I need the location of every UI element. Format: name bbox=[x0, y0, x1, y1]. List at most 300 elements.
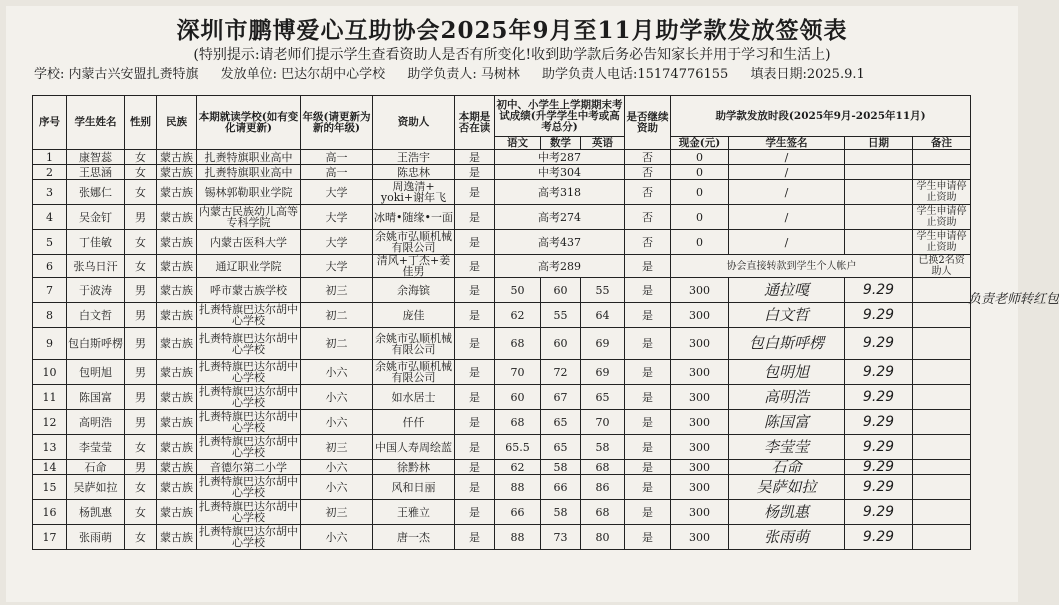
cell-chinese: 60 bbox=[495, 385, 541, 410]
cell-enrolled: 是 bbox=[455, 460, 495, 475]
cell-continue: 是 bbox=[625, 500, 671, 525]
cell-cash: 0 bbox=[671, 230, 729, 255]
cell-cash: 300 bbox=[671, 278, 729, 303]
cell-gender: 男 bbox=[125, 278, 157, 303]
cell-school: 扎赉特旗巴达尔胡中心学校 bbox=[197, 500, 301, 525]
cell-no: 15 bbox=[33, 475, 67, 500]
cell-date bbox=[845, 150, 913, 165]
cell-no: 12 bbox=[33, 410, 67, 435]
table-row bbox=[33, 205, 971, 230]
cell-sponsor: 余姚市弘顺机械有限公司 bbox=[373, 230, 455, 255]
cell-continue: 是 bbox=[625, 525, 671, 550]
cell-name: 于波涛 bbox=[67, 278, 125, 303]
cell-name: 李莹莹 bbox=[67, 435, 125, 460]
cell-cash: 300 bbox=[671, 410, 729, 435]
sign-table bbox=[32, 95, 971, 550]
cell-gender: 男 bbox=[125, 460, 157, 475]
cell-continue: 是 bbox=[625, 303, 671, 328]
meta-leader: 助学负责人: 马树林 bbox=[407, 67, 520, 82]
cell-math: 65 bbox=[541, 410, 581, 435]
cell-continue: 是 bbox=[625, 385, 671, 410]
cell-sponsor: 冰晴•随缘•一面 bbox=[373, 205, 455, 230]
cell-no: 13 bbox=[33, 435, 67, 460]
table-row bbox=[33, 525, 971, 550]
cell-sponsor: 清风+丁杰+姜佳男 bbox=[373, 255, 455, 278]
cell-signature: 李莹莹 bbox=[729, 435, 845, 460]
header-school: 本期就读学校(如有变化请更新) bbox=[197, 96, 301, 150]
table-row bbox=[33, 165, 971, 180]
cell-enrolled: 是 bbox=[455, 410, 495, 435]
form-title: 深圳市鹏博爱心互助协会2025年9月至11月助学款发放签领表 bbox=[176, 17, 848, 44]
cell-remark bbox=[913, 165, 971, 180]
cell-name: 丁佳敏 bbox=[67, 230, 125, 255]
cell-remark bbox=[913, 385, 971, 410]
cell-math: 72 bbox=[541, 360, 581, 385]
cell-cash: 0 bbox=[671, 205, 729, 230]
cell-remark bbox=[913, 410, 971, 435]
cell-continue: 否 bbox=[625, 150, 671, 165]
table-row bbox=[33, 385, 971, 410]
cell-math: 58 bbox=[541, 460, 581, 475]
cell-cash: 协会直接转款到学生个人帐户 bbox=[671, 255, 913, 278]
cell-chinese: 70 bbox=[495, 360, 541, 385]
cell-sponsor: 王浩宇 bbox=[373, 150, 455, 165]
cell-grade: 大学 bbox=[301, 180, 373, 205]
cell-english: 69 bbox=[581, 328, 625, 360]
header-gender: 性别 bbox=[125, 96, 157, 150]
cell-remark bbox=[913, 303, 971, 328]
cell-enrolled: 是 bbox=[455, 205, 495, 230]
cell-no: 3 bbox=[33, 180, 67, 205]
header-english: 英语 bbox=[581, 137, 625, 150]
header-signature: 学生签名 bbox=[729, 137, 845, 150]
cell-date: 9.29 bbox=[845, 410, 913, 435]
cell-date: 9.29 bbox=[845, 435, 913, 460]
cell-remark bbox=[913, 435, 971, 460]
cell-continue: 否 bbox=[625, 180, 671, 205]
cell-math: 66 bbox=[541, 475, 581, 500]
cell-grade: 初三 bbox=[301, 278, 373, 303]
cell-gender: 女 bbox=[125, 500, 157, 525]
meta-phone: 助学负责人电话:15174776155 bbox=[541, 67, 729, 82]
cell-signature: 通拉嘎 bbox=[729, 278, 845, 303]
cell-sponsor: 陈忠林 bbox=[373, 165, 455, 180]
cell-enrolled: 是 bbox=[455, 230, 495, 255]
cell-name: 白文哲 bbox=[67, 303, 125, 328]
cell-math: 58 bbox=[541, 500, 581, 525]
cell-name: 包白斯呼楞 bbox=[67, 328, 125, 360]
cell-continue: 否 bbox=[625, 165, 671, 180]
cell-continue: 是 bbox=[625, 410, 671, 435]
cell-gender: 女 bbox=[125, 435, 157, 460]
cell-continue: 否 bbox=[625, 230, 671, 255]
cell-english: 86 bbox=[581, 475, 625, 500]
cell-date bbox=[845, 205, 913, 230]
table-row bbox=[33, 500, 971, 525]
cell-ethnic: 蒙古族 bbox=[157, 328, 197, 360]
cell-sponsor: 如水居士 bbox=[373, 385, 455, 410]
cell-remark: 学生申请停止资助 bbox=[913, 230, 971, 255]
cell-english: 68 bbox=[581, 460, 625, 475]
cell-score: 高考289 bbox=[495, 255, 625, 278]
cell-no: 8 bbox=[33, 303, 67, 328]
cell-signature: 包白斯呼楞 bbox=[729, 328, 845, 360]
cell-date bbox=[845, 165, 913, 180]
cell-chinese: 68 bbox=[495, 410, 541, 435]
cell-cash: 300 bbox=[671, 460, 729, 475]
cell-grade: 小六 bbox=[301, 475, 373, 500]
cell-signature: 陈国富 bbox=[729, 410, 845, 435]
cell-signature: 吴萨如拉 bbox=[729, 475, 845, 500]
cell-cash: 300 bbox=[671, 303, 729, 328]
cell-school: 扎赉特旗巴达尔胡中心学校 bbox=[197, 328, 301, 360]
cell-cash: 300 bbox=[671, 328, 729, 360]
cell-enrolled: 是 bbox=[455, 475, 495, 500]
table-row bbox=[33, 230, 971, 255]
cell-ethnic: 蒙古族 bbox=[157, 205, 197, 230]
cell-cash: 0 bbox=[671, 180, 729, 205]
cell-ethnic: 蒙古族 bbox=[157, 435, 197, 460]
cell-ethnic: 蒙古族 bbox=[157, 360, 197, 385]
cell-signature: 包明旭 bbox=[729, 360, 845, 385]
cell-continue: 是 bbox=[625, 255, 671, 278]
cell-continue: 是 bbox=[625, 435, 671, 460]
cell-school: 扎赉特旗巴达尔胡中心学校 bbox=[197, 435, 301, 460]
cell-name: 张雨萌 bbox=[67, 525, 125, 550]
cell-score: 高考437 bbox=[495, 230, 625, 255]
cell-english: 68 bbox=[581, 500, 625, 525]
cell-ethnic: 蒙古族 bbox=[157, 475, 197, 500]
cell-enrolled: 是 bbox=[455, 360, 495, 385]
cell-chinese: 88 bbox=[495, 525, 541, 550]
cell-name: 杨凯惠 bbox=[67, 500, 125, 525]
cell-chinese: 65.5 bbox=[495, 435, 541, 460]
cell-enrolled: 是 bbox=[455, 150, 495, 165]
cell-ethnic: 蒙古族 bbox=[157, 525, 197, 550]
cell-school: 呼市蒙古族学校 bbox=[197, 278, 301, 303]
cell-chinese: 62 bbox=[495, 303, 541, 328]
cell-signature: 张雨萌 bbox=[729, 525, 845, 550]
cell-ethnic: 蒙古族 bbox=[157, 385, 197, 410]
cell-ethnic: 蒙古族 bbox=[157, 180, 197, 205]
cell-gender: 女 bbox=[125, 475, 157, 500]
cell-grade: 小六 bbox=[301, 410, 373, 435]
table-row bbox=[33, 303, 971, 328]
cell-gender: 女 bbox=[125, 525, 157, 550]
cell-ethnic: 蒙古族 bbox=[157, 303, 197, 328]
cell-gender: 女 bbox=[125, 230, 157, 255]
cell-score: 中考304 bbox=[495, 165, 625, 180]
cell-grade: 大学 bbox=[301, 230, 373, 255]
cell-no: 9 bbox=[33, 328, 67, 360]
cell-no: 1 bbox=[33, 150, 67, 165]
cell-enrolled: 是 bbox=[455, 525, 495, 550]
cell-remark bbox=[913, 150, 971, 165]
cell-date: 9.29 bbox=[845, 360, 913, 385]
cell-date: 9.29 bbox=[845, 500, 913, 525]
cell-school: 音德尔第二小学 bbox=[197, 460, 301, 475]
cell-gender: 男 bbox=[125, 385, 157, 410]
cell-date: 9.29 bbox=[845, 475, 913, 500]
cell-school: 扎赉特旗巴达尔胡中心学校 bbox=[197, 385, 301, 410]
cell-sponsor: 唐一杰 bbox=[373, 525, 455, 550]
meta-fill-date: 填表日期:2025.9.1 bbox=[750, 67, 865, 82]
cell-english: 80 bbox=[581, 525, 625, 550]
cell-sponsor: 周逸清+ yoki+谢年飞 bbox=[373, 180, 455, 205]
cell-no: 5 bbox=[33, 230, 67, 255]
cell-name: 吴金钉 bbox=[67, 205, 125, 230]
cell-continue: 是 bbox=[625, 328, 671, 360]
cell-ethnic: 蒙古族 bbox=[157, 230, 197, 255]
cell-school: 通辽职业学院 bbox=[197, 255, 301, 278]
cell-date: 9.29 bbox=[845, 385, 913, 410]
cell-ethnic: 蒙古族 bbox=[157, 150, 197, 165]
header-remark: 备注 bbox=[913, 137, 971, 150]
cell-cash: 0 bbox=[671, 165, 729, 180]
cell-score: 高考318 bbox=[495, 180, 625, 205]
cell-date: 9.29 bbox=[845, 525, 913, 550]
cell-sponsor: 仟仟 bbox=[373, 410, 455, 435]
cell-enrolled: 是 bbox=[455, 278, 495, 303]
cell-enrolled: 是 bbox=[455, 165, 495, 180]
header-continue: 是否继续资助 bbox=[625, 96, 671, 150]
cell-name: 康智蕊 bbox=[67, 150, 125, 165]
header-scores: 初中、小学生上学期期末考试成绩(升学学生中考或高考总分) bbox=[495, 96, 625, 137]
cell-remark bbox=[913, 525, 971, 550]
meta-unit: 发放单位: 巴达尔胡中心学校 bbox=[220, 67, 386, 82]
cell-english: 65 bbox=[581, 385, 625, 410]
header-date: 日期 bbox=[845, 137, 913, 150]
cell-name: 石命 bbox=[67, 460, 125, 475]
cell-gender: 女 bbox=[125, 180, 157, 205]
cell-continue: 是 bbox=[625, 278, 671, 303]
cell-enrolled: 是 bbox=[455, 500, 495, 525]
cell-grade: 初三 bbox=[301, 435, 373, 460]
cell-remark bbox=[913, 360, 971, 385]
cell-english: 64 bbox=[581, 303, 625, 328]
header-period: 助学款发放时段(2025年9月-2025年11月) bbox=[671, 96, 971, 137]
cell-no: 7 bbox=[33, 278, 67, 303]
form-sheet bbox=[6, 6, 1059, 602]
cell-enrolled: 是 bbox=[455, 180, 495, 205]
cell-signature: / bbox=[729, 230, 845, 255]
cell-math: 67 bbox=[541, 385, 581, 410]
cell-remark: 学生申请停止资助 bbox=[913, 180, 971, 205]
cell-ethnic: 蒙古族 bbox=[157, 500, 197, 525]
cell-name: 陈国富 bbox=[67, 385, 125, 410]
cell-score: 中考287 bbox=[495, 150, 625, 165]
cell-no: 6 bbox=[33, 255, 67, 278]
cell-remark: 已换2名资助人 bbox=[913, 255, 971, 278]
cell-grade: 初二 bbox=[301, 328, 373, 360]
cell-ethnic: 蒙古族 bbox=[157, 165, 197, 180]
cell-enrolled: 是 bbox=[455, 328, 495, 360]
cell-sponsor: 徐黔林 bbox=[373, 460, 455, 475]
header-grade: 年级(请更新为新的年级) bbox=[301, 96, 373, 150]
cell-no: 14 bbox=[33, 460, 67, 475]
cell-enrolled: 是 bbox=[455, 303, 495, 328]
table-row bbox=[33, 435, 971, 460]
cell-name: 张乌日汗 bbox=[67, 255, 125, 278]
cell-math: 60 bbox=[541, 328, 581, 360]
cell-sponsor: 中国人寿周绘蓝 bbox=[373, 435, 455, 460]
cell-gender: 男 bbox=[125, 360, 157, 385]
cell-signature: 高明浩 bbox=[729, 385, 845, 410]
cell-grade: 高一 bbox=[301, 150, 373, 165]
cell-name: 包明旭 bbox=[67, 360, 125, 385]
cell-date: 9.29 bbox=[845, 460, 913, 475]
cell-school: 扎赉特旗巴达尔胡中心学校 bbox=[197, 525, 301, 550]
form-meta bbox=[34, 63, 1014, 82]
cell-date: 9.29 bbox=[845, 278, 913, 303]
cell-ethnic: 蒙古族 bbox=[157, 460, 197, 475]
cell-school: 扎赉特旗巴达尔胡中心学校 bbox=[197, 303, 301, 328]
cell-gender: 男 bbox=[125, 303, 157, 328]
cell-grade: 高一 bbox=[301, 165, 373, 180]
table-row bbox=[33, 180, 971, 205]
cell-school: 扎赉特旗职业高中 bbox=[197, 165, 301, 180]
cell-grade: 大学 bbox=[301, 255, 373, 278]
header-math: 数学 bbox=[541, 137, 581, 150]
cell-gender: 男 bbox=[125, 205, 157, 230]
cell-cash: 300 bbox=[671, 525, 729, 550]
cell-sponsor: 王雅立 bbox=[373, 500, 455, 525]
cell-sponsor: 风和日丽 bbox=[373, 475, 455, 500]
cell-cash: 300 bbox=[671, 475, 729, 500]
cell-date bbox=[845, 180, 913, 205]
table-row bbox=[33, 328, 971, 360]
cell-ethnic: 蒙古族 bbox=[157, 410, 197, 435]
cell-math: 73 bbox=[541, 525, 581, 550]
cell-cash: 300 bbox=[671, 500, 729, 525]
cell-chinese: 68 bbox=[495, 328, 541, 360]
cell-date: 9.29 bbox=[845, 303, 913, 328]
cell-no: 10 bbox=[33, 360, 67, 385]
cell-math: 65 bbox=[541, 435, 581, 460]
handwritten-note: 负责老师转红包 bbox=[968, 292, 1059, 307]
cell-grade: 大学 bbox=[301, 205, 373, 230]
cell-chinese: 50 bbox=[495, 278, 541, 303]
cell-no: 4 bbox=[33, 205, 67, 230]
header-no: 序号 bbox=[33, 96, 67, 150]
header-chinese: 语文 bbox=[495, 137, 541, 150]
cell-gender: 女 bbox=[125, 150, 157, 165]
special-notice: (特别提示:请老师们提示学生查看资助人是否有所变化!收到助学款后务必告知家长并用于学习和生活上) bbox=[193, 47, 831, 63]
cell-enrolled: 是 bbox=[455, 255, 495, 278]
header-name: 学生姓名 bbox=[67, 96, 125, 150]
cell-english: 55 bbox=[581, 278, 625, 303]
cell-signature: / bbox=[729, 180, 845, 205]
cell-continue: 是 bbox=[625, 460, 671, 475]
cell-remark bbox=[913, 500, 971, 525]
cell-school: 锡林郭勒职业学院 bbox=[197, 180, 301, 205]
cell-ethnic: 蒙古族 bbox=[157, 255, 197, 278]
cell-no: 2 bbox=[33, 165, 67, 180]
cell-english: 69 bbox=[581, 360, 625, 385]
table-body bbox=[33, 150, 971, 550]
cell-gender: 男 bbox=[125, 410, 157, 435]
cell-school: 内蒙古医科大学 bbox=[197, 230, 301, 255]
cell-cash: 300 bbox=[671, 385, 729, 410]
cell-gender: 女 bbox=[125, 255, 157, 278]
cell-name: 王思涵 bbox=[67, 165, 125, 180]
cell-enrolled: 是 bbox=[455, 385, 495, 410]
cell-remark bbox=[913, 460, 971, 475]
cell-continue: 是 bbox=[625, 360, 671, 385]
cell-signature: 杨凯惠 bbox=[729, 500, 845, 525]
header-cash: 现金(元) bbox=[671, 137, 729, 150]
cell-cash: 300 bbox=[671, 360, 729, 385]
cell-grade: 初三 bbox=[301, 500, 373, 525]
cell-school: 扎赉特旗巴达尔胡中心学校 bbox=[197, 475, 301, 500]
cell-school: 扎赉特旗职业高中 bbox=[197, 150, 301, 165]
cell-chinese: 66 bbox=[495, 500, 541, 525]
cell-english: 58 bbox=[581, 435, 625, 460]
cell-grade: 小六 bbox=[301, 525, 373, 550]
table-row bbox=[33, 150, 971, 165]
cell-school: 内蒙古民族幼儿高等专科学院 bbox=[197, 205, 301, 230]
cell-gender: 女 bbox=[125, 165, 157, 180]
cell-enrolled: 是 bbox=[455, 435, 495, 460]
header-ethnic: 民族 bbox=[157, 96, 197, 150]
cell-continue: 是 bbox=[625, 475, 671, 500]
cell-sponsor: 余海镔 bbox=[373, 278, 455, 303]
cell-no: 16 bbox=[33, 500, 67, 525]
header-sponsor: 资助人 bbox=[373, 96, 455, 150]
cell-grade: 小六 bbox=[301, 460, 373, 475]
cell-ethnic: 蒙古族 bbox=[157, 278, 197, 303]
cell-signature: 白文哲 bbox=[729, 303, 845, 328]
cell-cash: 300 bbox=[671, 435, 729, 460]
cell-remark: 学生申请停止资助 bbox=[913, 205, 971, 230]
cell-school: 扎赉特旗巴达尔胡中心学校 bbox=[197, 360, 301, 385]
cell-remark bbox=[913, 475, 971, 500]
cell-sponsor: 庞佳 bbox=[373, 303, 455, 328]
cell-no: 17 bbox=[33, 525, 67, 550]
cell-chinese: 62 bbox=[495, 460, 541, 475]
cell-score: 高考274 bbox=[495, 205, 625, 230]
cell-name: 吴萨如拉 bbox=[67, 475, 125, 500]
table-row bbox=[33, 360, 971, 385]
cell-signature: / bbox=[729, 205, 845, 230]
cell-sponsor: 余姚市弘顺机械有限公司 bbox=[373, 360, 455, 385]
cell-grade: 初二 bbox=[301, 303, 373, 328]
cell-cash: 0 bbox=[671, 150, 729, 165]
cell-date: 9.29 bbox=[845, 328, 913, 360]
table-row bbox=[33, 278, 971, 303]
cell-name: 高明浩 bbox=[67, 410, 125, 435]
cell-continue: 否 bbox=[625, 205, 671, 230]
cell-no: 11 bbox=[33, 385, 67, 410]
cell-school: 扎赉特旗巴达尔胡中心学校 bbox=[197, 410, 301, 435]
table-row bbox=[33, 410, 971, 435]
cell-math: 60 bbox=[541, 278, 581, 303]
cell-sponsor: 余姚市弘顺机械有限公司 bbox=[373, 328, 455, 360]
cell-grade: 小六 bbox=[301, 360, 373, 385]
table-row bbox=[33, 255, 971, 278]
cell-english: 70 bbox=[581, 410, 625, 435]
cell-remark bbox=[913, 328, 971, 360]
cell-signature: / bbox=[729, 165, 845, 180]
cell-gender: 男 bbox=[125, 328, 157, 360]
cell-remark bbox=[913, 278, 971, 303]
cell-signature: 石命 bbox=[729, 460, 845, 475]
meta-school: 学校: 内蒙古兴安盟扎赉特旗 bbox=[34, 67, 199, 82]
cell-name: 张娜仁 bbox=[67, 180, 125, 205]
cell-math: 55 bbox=[541, 303, 581, 328]
table-row bbox=[33, 460, 971, 475]
cell-grade: 小六 bbox=[301, 385, 373, 410]
